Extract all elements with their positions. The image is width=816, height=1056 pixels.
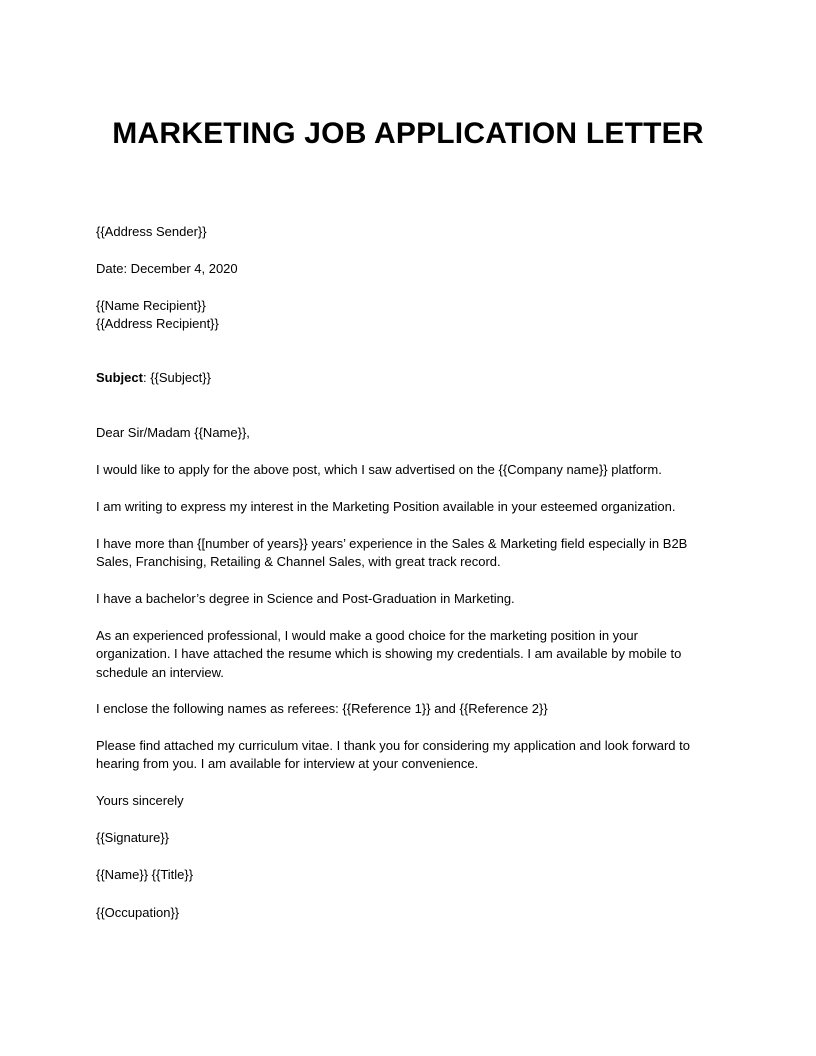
paragraph-3 xyxy=(96,535,736,572)
paragraph-line: I am writing to express my interest in the Marketing Position available in your esteemed organization. xyxy=(96,499,676,514)
paragraph-line: I have more than {[number of years}} years’ experience in the Sales & Marketing field especially in B2B xyxy=(96,536,688,551)
paragraph-1 xyxy=(96,461,736,479)
paragraph-line: Please find attached my curriculum vitae. I thank you for considering my application and look forward to xyxy=(96,738,690,753)
letter-date: Date: December 4, 2020 xyxy=(96,261,238,276)
occupation: {{Occupation}} xyxy=(96,905,180,920)
subject-line xyxy=(96,369,736,387)
salutation: Dear Sir/Madam {{Name}}, xyxy=(96,425,250,440)
letter-title: MARKETING JOB APPLICATION LETTER xyxy=(112,117,704,150)
recipient-block xyxy=(96,297,736,334)
paragraph-6 xyxy=(96,700,736,718)
subject-label: Subject xyxy=(96,370,143,385)
name-title: {{Name}} {{Title}} xyxy=(96,867,194,882)
paragraph-line: As an experienced professional, I would make a good choice for the marketing position in your xyxy=(96,628,638,643)
paragraph-5 xyxy=(96,627,736,682)
paragraph-2 xyxy=(96,498,736,516)
paragraph-line: schedule an interview. xyxy=(96,664,224,680)
paragraph-4 xyxy=(96,590,736,608)
paragraph-line: hearing from you. I am available for interview at your convenience. xyxy=(96,756,479,772)
paragraph-line: organization. I have attached the resume which is showing my credentials. I am available by mobile to xyxy=(96,646,682,662)
paragraph-line: I have a bachelor’s degree in Science and Post-Graduation in Marketing. xyxy=(96,591,515,606)
recipient-name: {{Name Recipient}} xyxy=(96,298,206,313)
subject-value: : {{Subject}} xyxy=(142,370,211,385)
paragraph-line: I would like to apply for the above post, which I saw advertised on the {{Company name}} platform. xyxy=(96,462,662,477)
signature: {{Signature}} xyxy=(96,830,170,845)
paragraph-line: I enclose the following names as referees: {{Reference 1}} and {{Reference 2}} xyxy=(96,701,548,716)
paragraph-7 xyxy=(96,737,736,774)
paragraph-line: Sales, Franchising, Retailing & Channel Sales, with great track record. xyxy=(96,554,501,570)
address-sender: {{Address Sender}} xyxy=(96,224,207,239)
closing: Yours sincerely xyxy=(96,793,184,808)
recipient-address: {{Address Recipient}} xyxy=(96,316,219,332)
